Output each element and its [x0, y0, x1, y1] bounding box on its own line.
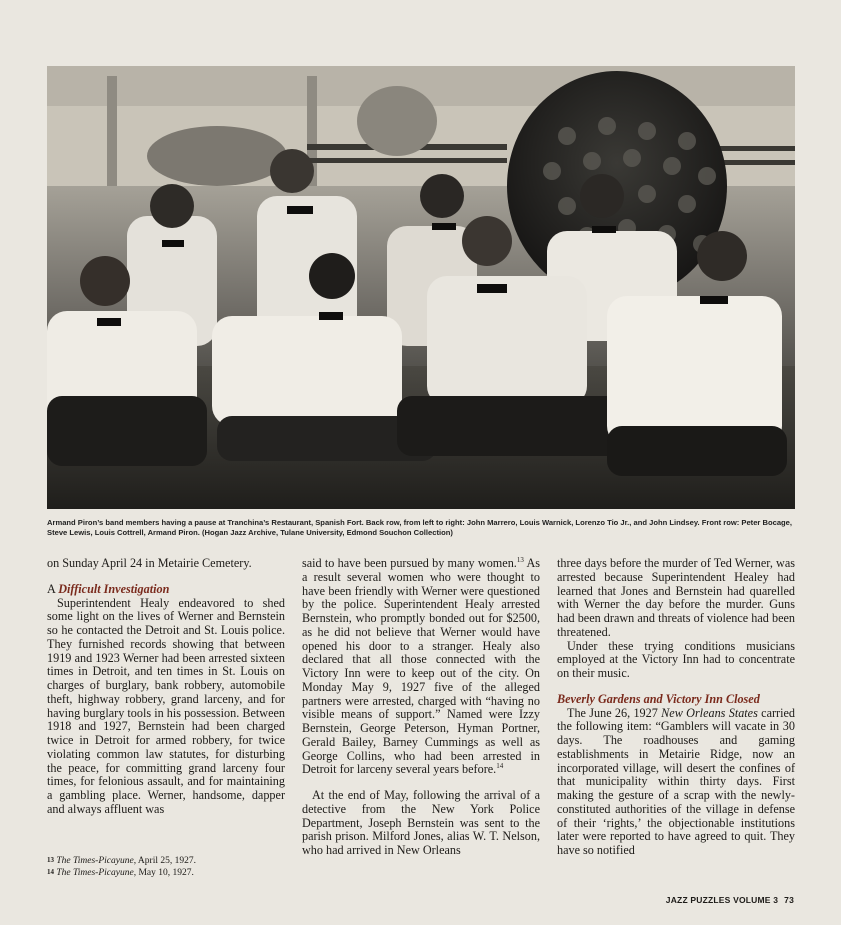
footnote-ref: 14 — [496, 762, 504, 771]
footnote-ref: 13 — [516, 555, 524, 564]
footnote-source: The Times-Picayune — [56, 867, 134, 878]
footnote-number: 14 — [47, 867, 54, 876]
heading-text: Difficult Investigation — [58, 581, 170, 596]
heading-prefix: A — [47, 581, 59, 596]
footnote — [47, 855, 287, 867]
text-run: carried the following item: “Gamblers will vacate in 30 days. The roadhouses and gaming establishments in Metairie Ridge, now an incorporated village, will desert the confines of that municipality within thirty days. First making the gesture of a scrap with the newly-constituted authorities of the village in defense of their ‘rights,’ the objectionable institutions later were reported to have agreed to quit. They have so notified — [557, 705, 795, 857]
band-photo-image — [47, 66, 795, 509]
text-run: As a result several women who were thought to have been friendly with Werner were questioned by the police. Superintendent Healy arrested Bernstein, who promptly bonded out for $2500, as he did not believe that Werner would have opened his door to a stranger. Healy also declared that all those connected with the Victory Inn were to keep out of the city. On Monday May 9, 1927 five of the alleged partners were arrested, charged with “having no visible means of support.” Named were Izzy Bernstein, George Peterson, Hyman Portner, Gerald Bailey, Barney Cummings as well as George Collins, who had been arrested in Detroit for larceny several years before. — [302, 556, 540, 777]
paragraph: three days before the murder of Ted Werner, was arrested because Superintendent Healey had learned that Jones and Bernstein had quarelled with Werner the day before the murder. Guns had been drawn and threats of violence had been threatened. — [557, 556, 795, 639]
footnote — [47, 867, 287, 879]
column-3 — [557, 557, 795, 858]
paragraph: Under these trying conditions musicians employed at the Victory Inn had to concentrate on their music. — [557, 638, 795, 680]
text-run: said to have been pursued by many women. — [302, 556, 517, 570]
footnote-number: 13 — [47, 856, 54, 864]
footnote-date: , April 25, 1927. — [133, 856, 196, 866]
text-run: The June 26, 1927 — [567, 705, 662, 720]
paragraph — [557, 707, 795, 858]
photo-caption: Armand Piron’s band members having a pause at Tranchina’s Restaurant, Spanish Fort. Back row, from left to right: John Marrero, Louis Warnick, Lorenzo Tio Jr., and John Lindsey. Front row: Peter Bocage, Steve Lewis, Louis Cottrell, Armand Piron. (Hogan Jazz Archive, Tulane University, Edmond Souchon Collection) — [47, 518, 793, 537]
paragraph: Superintendent Healy endeavored to shed some light on the lives of Werner and Bernstein so he contacted the Detroit and St. Louis police. They furnished records showing that between 1919 and 1923 Werner had been arrested sixteen times in Detroit, and ten times in St. Louis on charges of burglary, bank robbery, automobile theft, highway robbery, grand larceny, and for having burglary tools in his possession. Between 1918 and 1927, Bernstein had been charged twice in Detroit for armed robbery, for twice violating common law statutes, for disturbing the peace, for committing grand larceny four times, for felonious assault, and for maintaining a gambling place. Werner, handsome, dapper and always affluent was — [47, 595, 285, 816]
footnote-source: The Times-Picayune — [56, 856, 134, 866]
column-1 — [47, 557, 285, 817]
page-number: 73 — [784, 895, 794, 905]
footnote-date: , May 10, 1927. — [133, 867, 194, 878]
section-heading-difficult-investigation — [47, 583, 285, 597]
paragraph: on Sunday April 24 in Metairie Cemetery. — [47, 556, 252, 570]
paragraph — [302, 557, 540, 777]
page-footer — [666, 895, 794, 905]
publication-title: JAZZ PUZZLES VOLUME 3 — [665, 895, 779, 905]
paragraph: At the end of May, following the arrival of a detective from the New York Police Department, Joseph Bernstein was sent to the parish prison. Milford Jones, alias W. T. Nelson, who had arrived in New Orleans — [302, 788, 540, 857]
newspaper-title: New Orleans States — [661, 705, 758, 720]
section-heading-beverly-gardens: Beverly Gardens and Victory Inn Closed — [557, 691, 760, 706]
footnotes — [47, 855, 287, 878]
column-2 — [302, 557, 540, 858]
band-photo — [47, 66, 795, 509]
